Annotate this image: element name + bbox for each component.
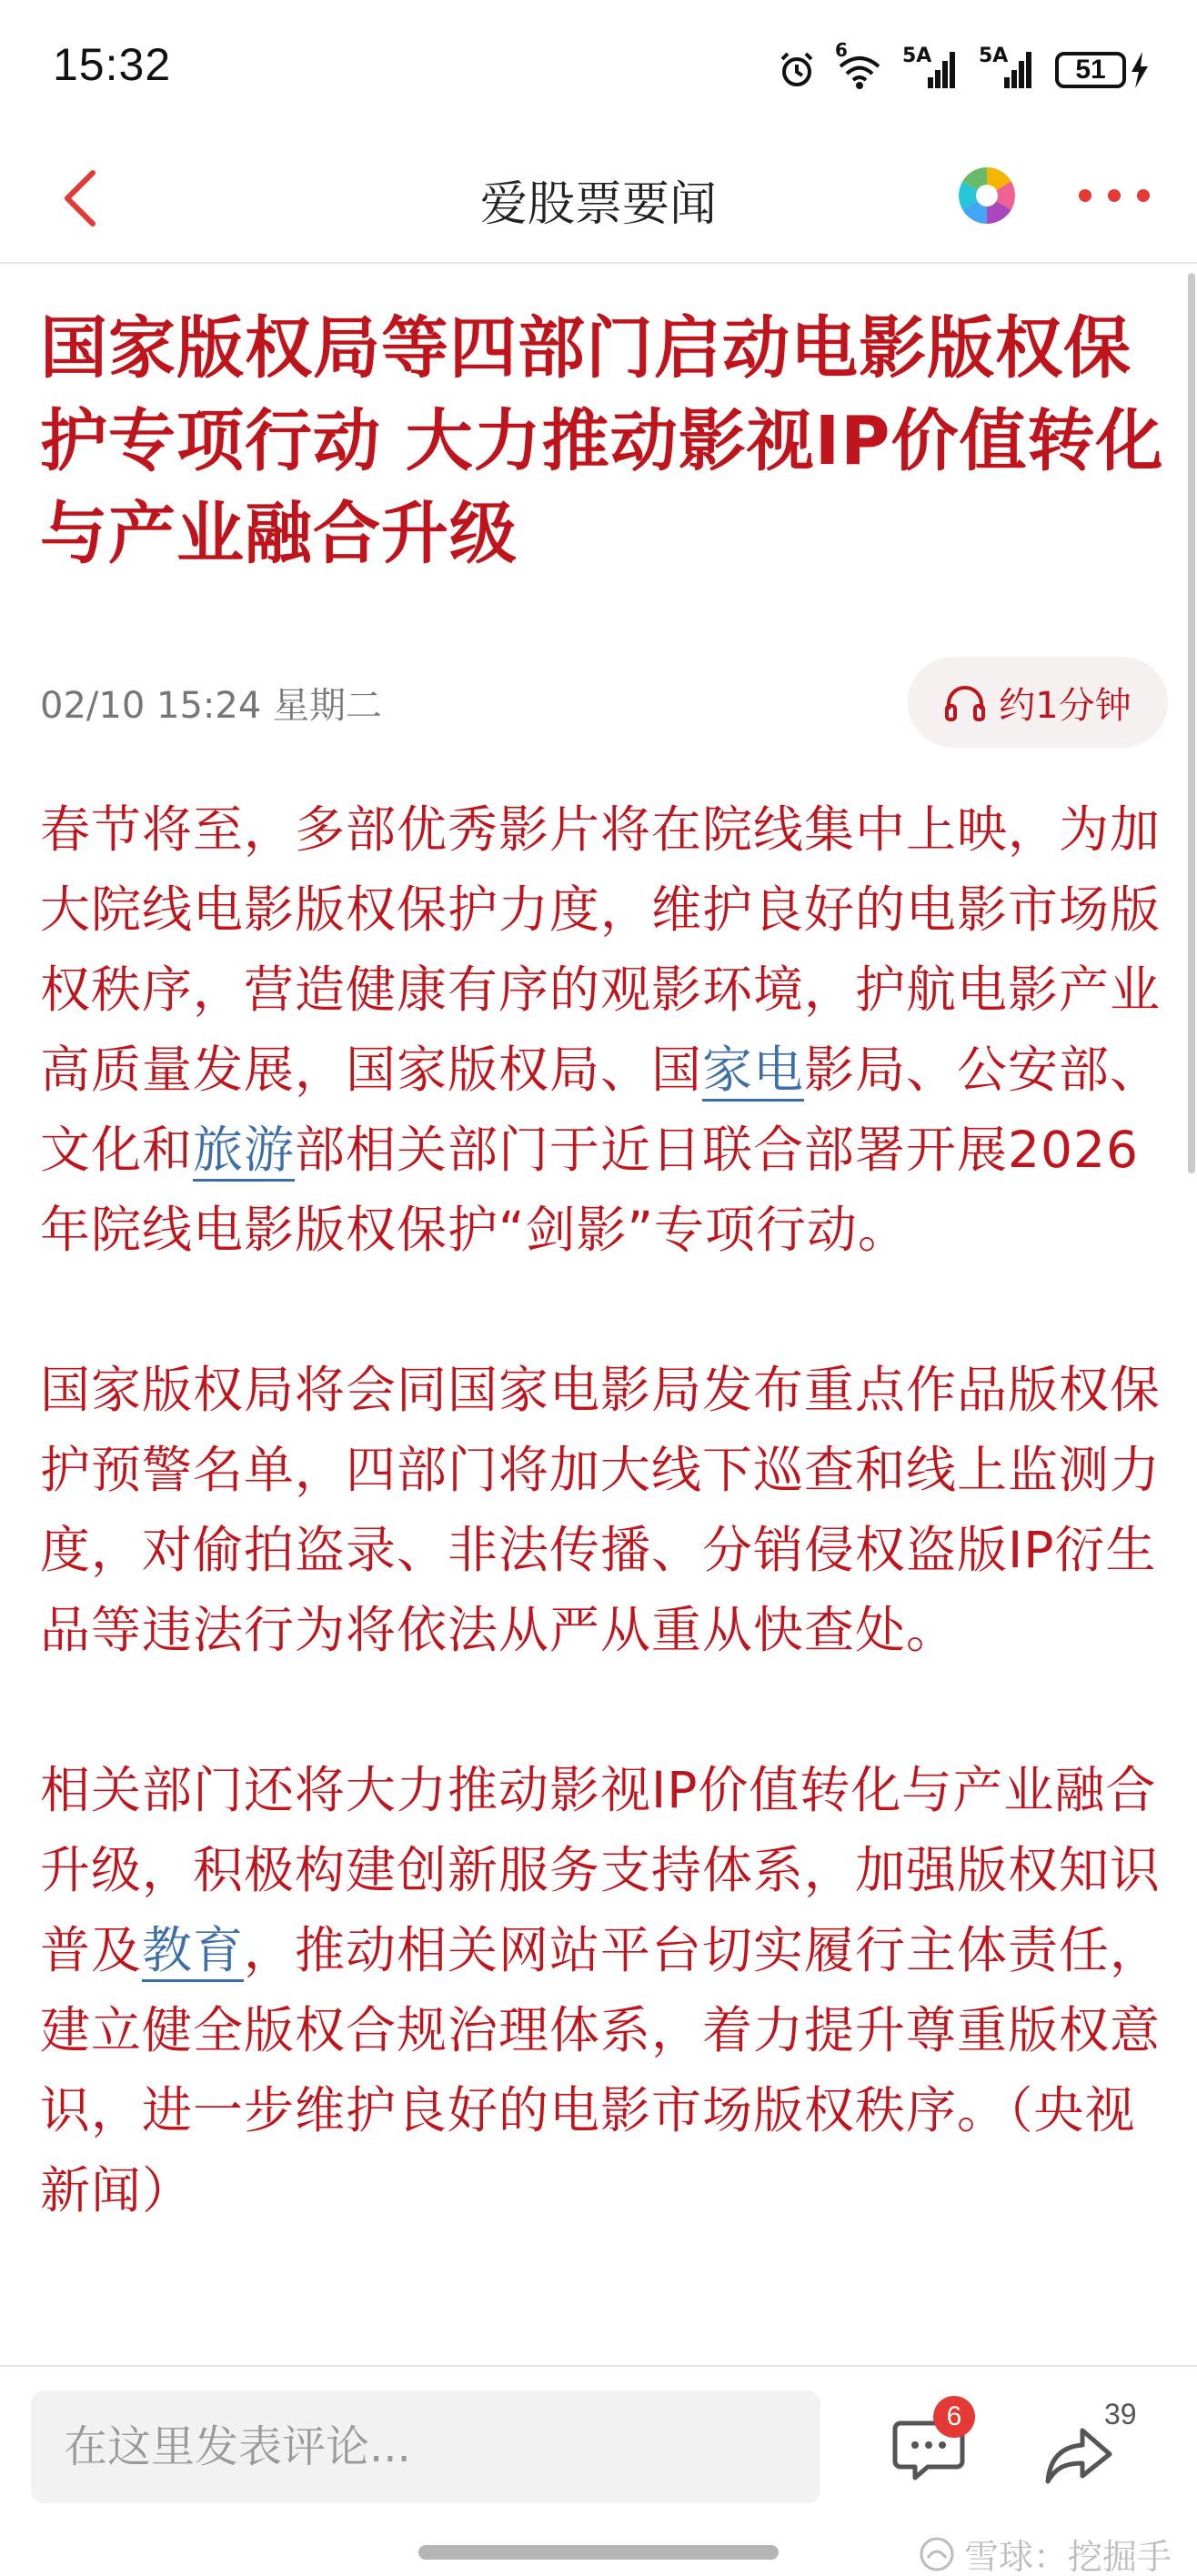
link-education[interactable]: 教育 <box>142 1921 244 1982</box>
status-time: 15:32 <box>53 39 172 90</box>
article-paragraph <box>40 1750 1168 2230</box>
article-headline: 国家版权局等四部门启动电影版权保护专项行动 大力推动影视IP价值转化与产业融合升级 <box>40 309 1164 573</box>
signal1-label: 5A <box>902 45 932 67</box>
comment-input[interactable] <box>31 2390 820 2503</box>
signal2-label: 5A <box>979 45 1009 67</box>
paragraph-text: 相关部门还将大力推动影视IP价值转化与产业融合升级，积极构建创新服务支持体系，加强版权知识普及 <box>40 1761 1162 1979</box>
scrollbar[interactable] <box>1188 273 1195 1173</box>
battery-level: 51 <box>1055 52 1126 88</box>
watermark <box>919 2529 1172 2576</box>
status-bar <box>0 0 1197 136</box>
paragraph-text: 部相关部门于近日联合部署开展2026年院线电影版权保护“剑影”专项行动。 <box>40 1121 1140 1259</box>
headphones-icon <box>944 682 986 722</box>
link-tourism[interactable]: 旅游 <box>193 1121 295 1182</box>
charging-icon <box>1130 52 1150 88</box>
battery-icon <box>1055 52 1150 88</box>
article-date: 02/10 15:24 星期二 <box>40 685 382 727</box>
listen-button[interactable] <box>908 657 1168 748</box>
more-dot <box>1079 189 1091 202</box>
home-indicator[interactable] <box>418 2545 779 2560</box>
article-paragraph: 国家版权局将会同国家电影局发布重点作品版权保护预警名单，四部门将加大线下巡查和线上监测力度，对偷拍盗录、非法传播、分销侵权盗版IP衍生品等违法行为将依法从严从重从快查处。 <box>40 1361 1162 1659</box>
more-button[interactable] <box>1073 173 1155 218</box>
watermark-text: 雪球：挖掘手 <box>963 2537 1172 2576</box>
link-film-bureau[interactable]: 家电 <box>702 1041 804 1102</box>
paragraph-text: 影局、公安部、文化和 <box>40 1041 1162 1179</box>
alarm-icon <box>777 50 817 90</box>
paragraph-text: 春节将至，多部优秀影片将在院线集中上映，为加大院线电影版权保护力度，维护良好的电影市场版权秩序，营造健康有序的观影环境，护航电影产业高质量发展，国家版权局、国 <box>40 800 1162 1099</box>
status-icons <box>777 39 1150 95</box>
more-dot <box>1108 189 1121 202</box>
signal-5a-icon <box>902 45 959 90</box>
page-title: 爱股票要闻 <box>479 177 717 232</box>
aperture-button[interactable] <box>955 164 1019 227</box>
listen-duration: 约1分钟 <box>999 684 1132 727</box>
wifi-icon <box>835 39 882 90</box>
wifi-label: 6 <box>835 39 848 61</box>
article-meta <box>40 657 1168 748</box>
snowball-logo-icon <box>919 2536 955 2572</box>
aperture-icon <box>955 164 1019 227</box>
article-paragraph <box>40 790 1168 1270</box>
signal-5a-icon <box>979 45 1035 90</box>
paragraph-text: ，推动相关网站平台切实履行主体责任，建立健全版权合规治理体系，着力提升尊重版权意识，进一步维护良好的电影市场版权秩序。（央视新闻） <box>40 1921 1162 2219</box>
article <box>40 302 1168 2367</box>
share-count: 39 <box>1104 2398 1137 2430</box>
more-dot <box>1137 189 1150 202</box>
comment-count-badge: 6 <box>933 2396 975 2438</box>
nav-bar <box>0 136 1197 264</box>
